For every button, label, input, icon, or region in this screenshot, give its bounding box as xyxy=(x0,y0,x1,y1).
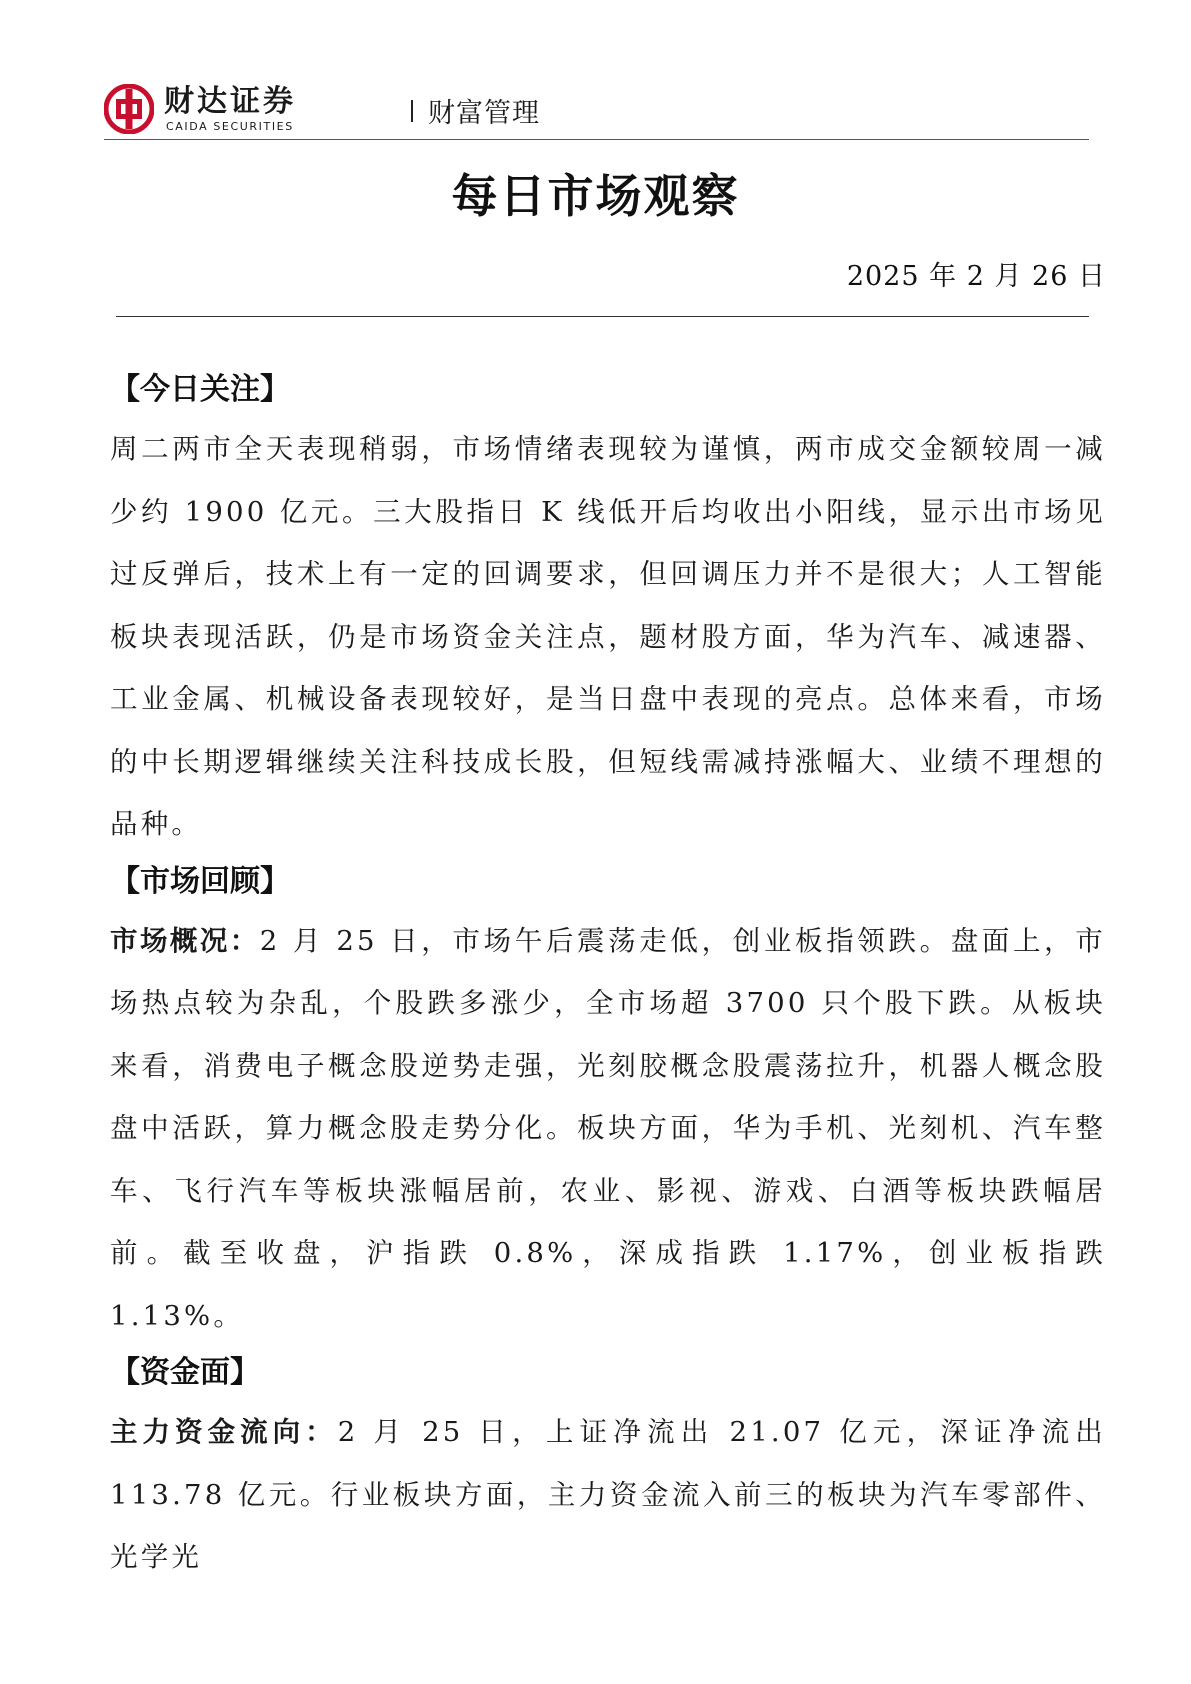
brand-name-en: CAIDA SECURITIES xyxy=(166,120,294,133)
section-body-today-focus xyxy=(110,418,1106,856)
page-title: 每日市场观察 xyxy=(451,169,740,223)
section-heading-capital-flow: 【资金面】 xyxy=(110,1355,260,1390)
caida-logo-icon xyxy=(104,84,154,134)
section-heading-market-review: 【市场回顾】 xyxy=(110,863,290,899)
section-body-capital-flow xyxy=(110,1401,1106,1589)
brand-name-cn: 财达证券 xyxy=(164,84,296,119)
header-divider xyxy=(104,139,1089,140)
section-text: 2 月 25 日，上证净流出 21.07 亿元，深证净流出 113.78 亿元。行业板块方面，主力资金流入前三的板块为汽车零部件、光学光 xyxy=(110,1416,1106,1573)
section-text: 2 月 25 日，市场午后震荡走低，创业板指领跌。盘面上，市场热点较为杂乱，个股跌多涨少，全市场超 3700 只个股下跌。从板块来看，消费电子概念股逆势走强，光刻胶概念股震荡拉升，机器人概念股盘中活跃，算力概念股走势分化。板块方面，华为手机、光刻机、汽车整车、飞行汽车等板块涨幅居前，农业、影视、游戏、白酒等板块跌幅居前。截至收盘，沪指跌 0.8%，深成指跌 1.17%，创业板指跌 1.13%。 xyxy=(110,924,1107,1332)
section-body-market-review xyxy=(110,910,1106,1348)
brand-separator xyxy=(411,100,413,122)
section-text: 周二两市全天表现稍弱，市场情绪表现较为谨慎，两市成交金额较周一减少约 1900 亿元。三大股指日 K 线低开后均收出小阳线，显示出市场见过反弹后，技术上有一定的回调要求，但回调压力并不是很大；人工智能板块表现活跃，仍是市场资金关注点，题材股方面，华为汽车、减速器、工业金属、机械设备表现较好，是当日盘中表现的亮点。总体来看，市场的中长期逻辑继续关注科技成长股，但短线需减持涨幅大、业绩不理想的品种。 xyxy=(110,433,1106,840)
section-lead-label: 主力资金流向： xyxy=(110,1416,338,1448)
report-content xyxy=(110,368,1106,1593)
report-date: 2025 年 2 月 26 日 xyxy=(846,261,1106,292)
section-lead-label: 市场概况： xyxy=(110,924,260,957)
section-heading-today-focus: 【今日关注】 xyxy=(110,372,290,407)
document-header xyxy=(104,84,1089,136)
date-divider xyxy=(116,316,1089,317)
brand-subtitle: 财富管理 xyxy=(428,98,540,129)
